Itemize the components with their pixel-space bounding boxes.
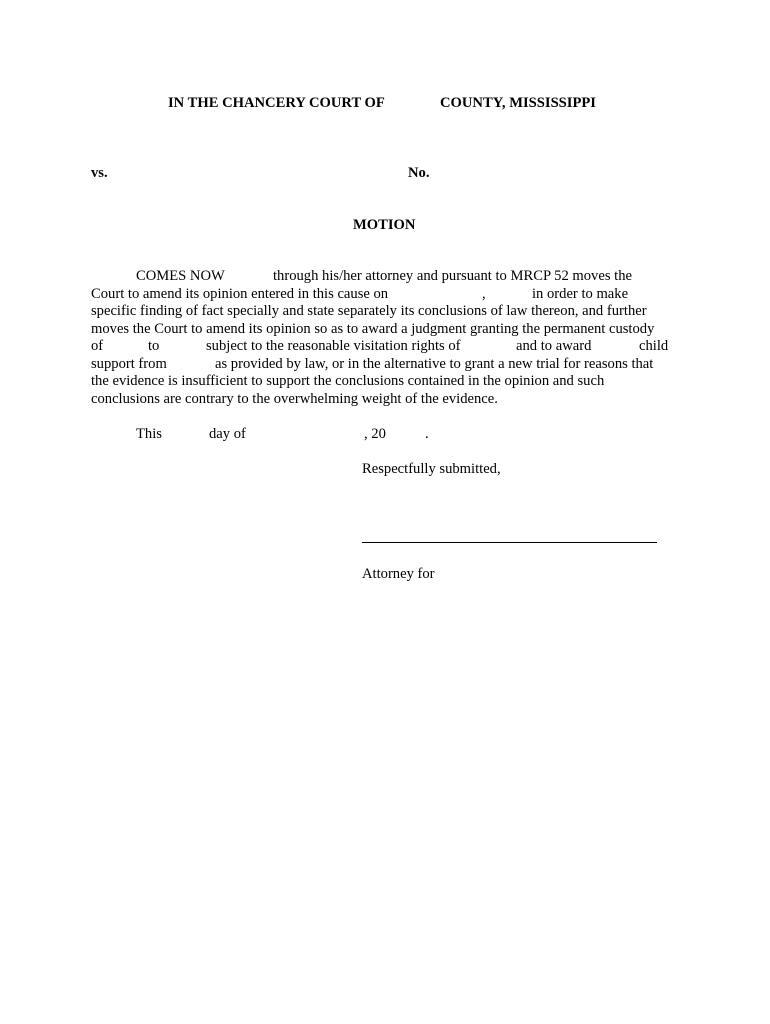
dating-day-of: day of [209,426,246,442]
body-line-3: specific finding of fact specially and state separately its conclusions of law thereon, and further [91,303,647,319]
body-line-1b: through his/her attorney and pursuant to MRCP 52 moves the [273,268,632,284]
body-line-5d: and to award [516,338,592,354]
attorney-for-label: Attorney for [362,566,435,582]
body-line-7: the evidence is insufficient to support the conclusions contained in the opinion and such [91,373,605,389]
court-name-prefix: IN THE CHANCERY COURT OF [168,95,385,111]
dating-year: , 20 [364,426,386,442]
closing-phrase: Respectfully submitted, [362,461,501,477]
body-line-2b: , [482,286,486,302]
body-line-6b: as provided by law, or in the alternative to grant a new trial for reasons that [215,356,654,372]
body-line-4: moves the Court to amend its opinion so as to award a judgment granting the permanent custody [91,321,655,337]
body-line-2c: in order to make [532,286,629,302]
dating-period: . [425,426,429,442]
document-title: MOTION [353,217,416,233]
body-line-5e: child [639,338,669,354]
body-line-2a: Court to amend its opinion entered in this cause on [91,286,389,302]
body-line-5b: to [148,338,160,354]
court-county-state: COUNTY, MISSISSIPPI [440,95,596,111]
case-number-label: No. [408,165,430,181]
signature-line [362,542,657,543]
versus-label: vs. [91,165,108,181]
body-line-1a: COMES NOW [136,268,225,284]
body-line-6a: support from [91,356,167,372]
body-line-5c: subject to the reasonable visitation rights of [206,338,461,354]
body-line-8: conclusions are contrary to the overwhelming weight of the evidence. [91,391,498,407]
dating-this: This [136,426,162,442]
body-line-5a: of [91,338,104,354]
